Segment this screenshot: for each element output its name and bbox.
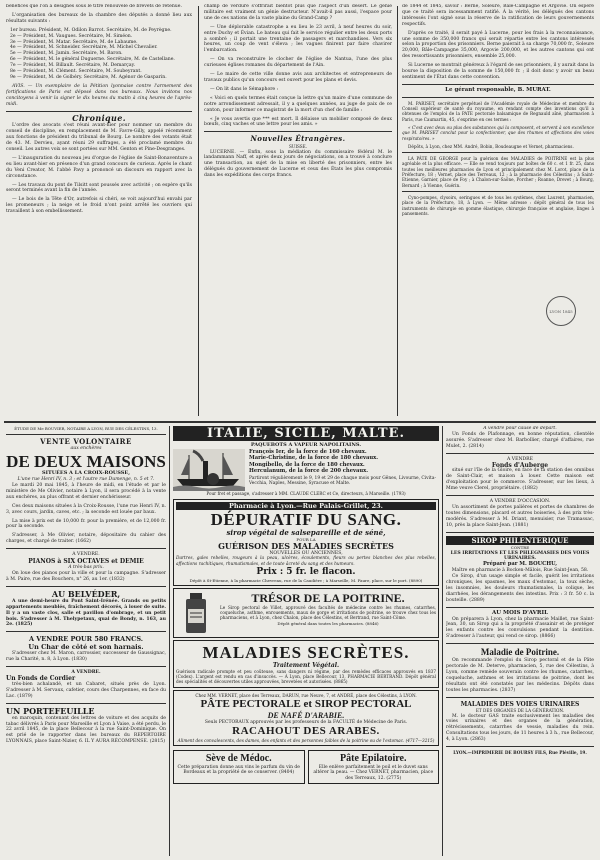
seve-title: Sève de Médoc. xyxy=(205,752,272,764)
ad-title: UN PORTEFEUILLE xyxy=(6,705,95,716)
depuratif-depot: Dépôt à St-Etienne, à la pharmacie Chevreau, rue de la Caudière ; à Marseille, M. Faure, place, sur le port. (8890) xyxy=(189,577,423,583)
italie-footer: Pour fret et passage, s'adresser à MM. CLAUDE CLERC et Ce, directeurs, à Marseille. (1793) xyxy=(206,491,406,496)
maladies-title: MALADIES SECRÈTES. xyxy=(202,642,410,662)
ship-item: Mongibello, de la force de 180 chevaux. xyxy=(249,461,365,468)
ad-heading: Fonds d'Auberge xyxy=(491,461,549,469)
sirop-title: SIROP PHILENTERIQUE xyxy=(446,536,594,545)
voies-title: MALADIES DES VOIES URINAIRES xyxy=(460,700,580,708)
poitrine-body: On recommande l'emploi du Sirop pectoral et de la Pâte pectorale de M. Deterve, pharmacien, 5, rue des Célestins, à Lyon, comme remède souverain contre les rhumes, catarrhes, coqueluche, asthmes et les irritations de poitrine, dont les résultats ont été constatés par les médecins. Dépôts dans toutes les pharmacies. (2837) xyxy=(446,658,594,693)
ad-body: On loue des pianos pour la ville et pour la campagne. S'adresser à M. Paire, rue des Bouchers, n° 26, au 1er. (1832) xyxy=(6,570,166,582)
medicine-bottle-icon xyxy=(176,591,216,635)
article-paragraph: — Le maire de cette ville donne avis aux architectes et entrepreneurs de travaux publics qu'un concours est ouvert pour les plans et devis. xyxy=(204,72,392,83)
bottom-center-ads xyxy=(173,426,439,856)
divider xyxy=(6,631,166,632)
divider xyxy=(446,746,594,747)
vente-street: L'une rue Henri IV, n. 3 ; et l'autre rue Dumenge, n. 5 et 7. xyxy=(17,477,155,483)
small-ads-row xyxy=(173,748,439,787)
ad-heading: Un Char de côté et son harnais. xyxy=(28,643,144,652)
nouvelles-heading: Nouvelles Étrangères. xyxy=(250,134,346,144)
top-right-column xyxy=(402,4,594,418)
maladies-body: Guérison radicale prompte et peu coûteuse, sans dangers ni régime, par des remèdes efficaces approuvés en 1837 (Codex). L'argent est rendu en cas d'insuccès. — À Lyon, place Bellecour, 13, PHARMACIE BERTRAND. Dépôt général des spécialités et découvertes utiles approuvées, brevetées et autorisées. (8865) xyxy=(176,668,436,685)
gerant-line: Le gérant responsable, B. MURAT. xyxy=(445,86,551,93)
tresor-ad xyxy=(173,588,439,638)
article-paragraph: — On lit dans le Sémaphore : xyxy=(210,86,279,92)
bottom-left-ads xyxy=(6,426,166,856)
depuratif-ad xyxy=(173,499,439,586)
epilatoire-body: Elle enlève parfaitement le poil et le duvet sans altérer la peau. — Chez VERNET, pharmacien, place des Terreaux, 12. (2775) xyxy=(313,764,434,781)
article-paragraph: — Une déplorable catastrophe a eu lieu le 23 avril, à neuf heures du soir, entre Duchy et Évian. Le bateau qui fait le service régulier entre les deux ports a sombré ; il portait une trentaine de passagers et marchandises. Vers six heures, un coup de vent s'éleva ; les vagues finirent par faire chavirer l'embarcation. xyxy=(204,24,392,54)
ad-title: A VENDRE. xyxy=(71,670,101,676)
chronique-paragraph: L'ordre des avocats s'est réuni avant-hier pour nommer un membre du conseil de discipline, en remplacement de M. Favre-Gilly, appelé récemment aux fonctions de président du tribunal de Bourg. Le nombre des votants était de 43. M. Dervieu, ayant réuni 29 suffrages, a été proclamé membre du conseil. Les autres voix se sont portées sur MM. Genton et Pine-Desgranges. xyxy=(6,123,192,153)
ad-title: A vendre pour cause de départ. xyxy=(483,426,557,431)
divider xyxy=(446,607,594,608)
sirop-head: LES IRRITATIONS ET LES PHLEGMASIES DES VOIES URINAIRES. xyxy=(450,550,590,562)
article-paragraph: champ de verdure s'offrirait bientôt plus que l'aspect d'un désert. Le génie militaire est vraiment un génie destructeur. N'avait-il pas aussi, l'espace pour une de ces nations de la vaste plaine du Grand-Camp ? xyxy=(204,4,392,21)
etude-header: ÉTUDE DE Me BOUVIER, NOTAIRE A LYON, RUE DES CÉLESTINS, 13. xyxy=(14,426,158,431)
divider xyxy=(204,131,392,132)
tresor-footer: Dépôt général dans toutes les pharmacies. (8846) xyxy=(277,620,379,626)
divider xyxy=(6,586,166,587)
article-paragraph: Si Lucerne se montrait généreux à l'égard de ses prisonniers, il y aurait dans la bourse la disposition de la somme de 150,000 fr. ; il doit donc y avoir un beau sentiment de l'État dans cette convention. xyxy=(402,63,594,80)
ad-body: situé sur l'île de la Gloire, en face de la station des omnibus de Saint-Clair, et maison à louer. Cette maison est d'exploitation pour le commerce. S'adresser, sur les lieux, à Mme veuve Clerel, propriétaire. (1882) xyxy=(446,468,594,492)
pate-top: Chez MM. VERNET, place des Terreaux, DARUN, rue Neuve, 7, et ANDRÉ, place des Célestins, à LYON. xyxy=(195,692,417,698)
ads-block xyxy=(402,101,594,216)
au-mois-body: On préparera à Lyon, chez la pharmacie Maillet, rue Saint-Jean, 30, un Sirop qui a la propriété d'assainir et de protéger les enfants contre les convulsions pendant la dentition. S'adresser à l'auteur, qui vend ce sirop. (8866) xyxy=(446,616,594,640)
article-paragraph: D'après ce traité, il serait payé à Lucerne, pour les frais à la reconnaissance, une somme de 350,000 francs qui serait répartie entre les cantons intéressés selon la proportion des prisonniers. Berne paierait à sa charge 70,000 fr., Soleure 20,000, Bâle-Campagne 35,000, Argovie 200,000, et les autres cantons qui ont des ressortissants prisonniers, ensemble 25,000. xyxy=(402,30,594,60)
section-rule xyxy=(4,421,596,423)
bureau-item: 9e — Président, M. de Golbéry. Secrétaire, M. Agénor de Gasparin. xyxy=(10,74,167,80)
article-paragraph: « Je vous avertis que *** est mort. Il délaisse un mobilier composé de deux bœufs, cinq vaches et une lettre pour les amis. » xyxy=(204,116,392,128)
article-paragraph: L'organisation des bureaux de la chambre des députés a donné lieu aux résultats suivants : xyxy=(6,12,192,24)
article-paragraph: de 1844 et 1845, savoir : Berne, Soleure, Bâle-Campagne et Argovie. On espère que ce traité sera incessamment ratifié. À la vérité, les délégués des cantons intéressés l'ont signé sous la réserve de la ratification de leurs gouvernements respectifs. xyxy=(402,4,594,27)
ad-sub: A très-bas prix. xyxy=(68,565,104,571)
seve-ad xyxy=(173,750,305,785)
ad-title: A VENDRE. xyxy=(72,552,100,558)
maladies-ad xyxy=(173,640,439,688)
avis-paragraph: AVIS. — Un exemplaire de la Pétition lyonnaise contre l'armement des fortifications de Paris est déposé dans nos bureaux. Nous invitons nos concitoyens à venir la signer le dix heures du matin à cinq heures de l'après-midi. xyxy=(6,83,192,107)
voies-sub: ET DES ORGANES DE LA GÉNÉRATION. xyxy=(475,707,565,713)
italie-text: Partiront régulièrement le 9, 19 et 29 de chaque mois pour Gênes, Livourne, Civita-Vecchia, Naples, Messine, Syracuse et Malte. xyxy=(249,475,436,487)
divider xyxy=(6,111,192,112)
vente-heading: DE DEUX MAISONS xyxy=(6,452,166,472)
nouvelles-country: SUISSE. xyxy=(288,144,308,150)
column-rule xyxy=(169,426,170,856)
divider xyxy=(6,548,166,549)
bureau-item: 5e — Président, M. Jamin. Secrétaire, M. Baron. xyxy=(10,51,123,57)
ad-title: A VENDRE POUR 580 FRANCS. xyxy=(28,635,144,644)
depuratif-sub: sirop végétal de salsepareille et de séné, xyxy=(226,528,386,538)
ad-body: Un assortiment de portes palières et portes de chambres de toutes dimensions, placard et autres boiseries, à des prix très-modérés. S'adresser à M. Driant, menuisier, rue Tramassac, 10, près la place Saint-Jean. (1881) xyxy=(446,504,594,528)
ad-heading: PIANOS à SIX OCTAVES et DEMIE xyxy=(28,558,144,566)
chronique-paragraph: — L'inauguration du nouveau jeu d'orgue de l'église de Saint-Bonaventure a eu lieu avant-hier en présence d'un grand concours de curieux. Après le chant du Veni Creator, M. l'abbé Pavy a prononcé un discours en rapport avec la circonstance. xyxy=(6,155,192,179)
bureau-item: 4e — Président, M. Schneider. Secrétaire, M. Michel Chevalier. xyxy=(10,45,158,51)
postal-stamp: LYON 1845 xyxy=(546,296,576,326)
vente-paragraph: La mise à prix est de 10,000 fr. pour la première, et de 12,000 fr. pour la seconde. xyxy=(6,518,166,530)
tresor-title: TRÉSOR DE LA POITRINE. xyxy=(251,590,405,605)
article-paragraph: « Voici en quels termes était conçue la lettre qu'un maire d'une commune de notre arrondissement adressait, il y a quelques années, au juge de paix de ce canton, pour informer ce magistrat de la mort d'un chef de famille : xyxy=(204,95,392,113)
au-mois-title: AU MOIS D'AVRIL xyxy=(492,609,548,616)
depuratif-title: DÉPURATIF DU SANG. xyxy=(210,510,402,530)
sirop-body: Ce Sirop, d'un usage simple et facile, guérit les irritations chroniques, les spasmes, les maux d'estomac, la toux sèche, les insomnies, les douleurs rhumatismales, la colique, les diarrhées, les dérangements des intestins. Prix : 3 fr. 50 c. la bouteille. (2889) xyxy=(446,574,594,603)
racahout-title: RACAHOUT DES ARABES. xyxy=(232,724,380,737)
article-paragraph: bénéfices que l'on a désignés sous le titre renouvelé de brevets de retenue. xyxy=(6,4,182,9)
divider xyxy=(6,434,166,435)
ship-item: François Ier, de la force de 160 chevaux. xyxy=(249,449,367,455)
bureau-item: 6e — Président, M. le général Duguerne. Secrétaire, M. de Castellane. xyxy=(10,57,175,63)
divider xyxy=(402,84,594,85)
bottom-right-ads xyxy=(446,426,594,856)
depuratif-nouv: NOUVELLES OU ANCIENNES, xyxy=(269,551,343,557)
pate-ad xyxy=(173,690,439,746)
depuratif-price: Prix : 5 fr. le flacon. xyxy=(256,566,356,577)
ad-body: Un Fonds de Plafonnage, en bonne réputation, clientèle assurée. S'adresser chez M. Barbollier, chargé d'affaires, rue Mulet, 2. (2814) xyxy=(446,431,594,449)
vente-paragraph: Ces deux maisons situées à la Croix-Rousse, l'une rue Henri IV, n. 3, avec cours, jardin, caves, etc. ; la seconde est louée par baux. xyxy=(6,503,166,515)
nouvelles-paragraph: LUCERNE. — Enfin, sous la médiation du commissaire fédéral M. le landammann Naff, et après deux jours de négociations, on a trouvé à conclure une transaction, au sujet de la mise en liberté des prisonniers, entre les délégués du gouvernement de Lucerne et ceux des États les plus compromis dans les expéditions des corps francs. xyxy=(204,149,392,179)
tresor-body: Le Sirop pectoral de Villet, approuvé des facultés de médecine contre les rhumes, catarrhes, coqueluche, asthme, enrouements, maux de gorge et irritations de poitrine, se trouve chez tous les pharmaciens, et à Lyon, chez Chalon, place des Célestins, et Bertrand, rue Saint-Côme. xyxy=(220,604,436,621)
depuratif-pour: POUR LA xyxy=(296,537,316,543)
chronique-paragraph: — Les travaux du pont de Tilsitt sont poussés avec activité ; on espère qu'ils seront terminés avant la fin de l'année. xyxy=(6,182,192,194)
italie-title: ITALIE, SICILE, MALTE. xyxy=(173,426,439,441)
vente-title: VENTE VOLONTAIRE xyxy=(40,437,132,447)
ships-list xyxy=(249,449,439,491)
bureau-item: 7e — Président, M. Billault. Secrétaire, M. Demarçay. xyxy=(10,63,136,69)
sirop-sub: CONTRE xyxy=(510,544,530,550)
divider xyxy=(446,495,594,496)
ad-title: A VENDRE xyxy=(507,456,533,462)
divider xyxy=(402,152,594,153)
italie-body xyxy=(173,449,439,491)
depuratif-body: Dartres, gales rebelles, rougeurs à la peau, ulcères, écoulements, fleurs ou pertes blanches des plus rebelles, affections rachitiques, rhumatismales, et de toute âcreté du sang et des humeurs. xyxy=(176,556,436,567)
top-left-column xyxy=(6,4,192,418)
divider xyxy=(446,643,594,644)
ad-paragraph: LA PÂTE DE GEORGE pour la guérison des MALADIES de POITRINE est la plus agréable et la plus efficace. — Elle se vend toujours par boîtes de 60 c. et 1 fr. 25, dans toutes les meilleures pharmacies de Lyon et principalement chez M. Lorot, place de la Préfecture, 18 ; Vernet, place des Terreaux, 12 ; à la pharmacie des Célestins ; à Saint-Etienne, Garnier, place de Foy ; à Chalon-sur-Saône, Porcher ; Roanne, Drevet ; à Bourg, Bernard ; à Vienne, Guérin. xyxy=(402,156,594,188)
ad-title: A VENDRE D'OCCASION. xyxy=(489,499,551,505)
vente-paragraph: Le mardi 20 mai 1845, à l'heure de midi, en l'étude et par le ministère de Me Olivier, notaire à Lyon, il sera procédé à la vente aux enchères, au plus offrant et dernier enchérisseur. xyxy=(6,483,166,500)
vente-sub: aux enchères xyxy=(70,446,102,452)
ship-item: Herculanum, de la force de 200 chevaux. xyxy=(249,468,369,475)
italie-sub: PAQUEBOTS A VAPEUR NAPOLITAINS. xyxy=(250,442,362,448)
divider xyxy=(446,532,594,533)
top-middle-column xyxy=(204,4,392,418)
chronique-heading: Chronique. xyxy=(72,112,126,123)
ad-paragraph: M. PARISET, secrétaire perpétuel de l'Académie royale de Médecine et membre du Conseil supérieur de santé du royaume, en rendant compte des inventions qu'il a obtenues de l'emploi de la PATE pectorale balsamique de Regnauld aîné, pharmacien à Paris, rue Caumartin, 45, s'exprime en ces termes : xyxy=(402,100,594,122)
depuratif-guerison: GUÉRISON DES MALADIES SECRÈTES xyxy=(218,541,394,552)
seve-body: Cette préparation donne aux vins le parfum du vin de Bordeaux et la propriété de se conserver. (8404) xyxy=(177,764,300,775)
voies-body: M. le docteur GAS traite exclusivement les maladies des voies urinaires et des organes de la génération, rétrécissements, catarrhes de vessie, maladies du rein. Consultations tous les jours, de 11 heures à 3 h., rue Bellecour, 4, à Lyon. (2863) xyxy=(446,713,594,743)
ship-item: Marie-Christine, de la force de 180 chevaux. xyxy=(249,455,379,462)
divider xyxy=(6,703,166,704)
bureaux-list xyxy=(6,28,192,81)
maladies-sub: Traitement Végétal. xyxy=(272,661,340,669)
divider xyxy=(446,697,594,698)
pate-sub: Seuls PECTORAUX approuvés par les professeurs de la FACULTÉ de Médecine de Paris. xyxy=(204,719,408,725)
divider xyxy=(446,453,594,454)
ad-paragraph: Cyno-pompes, clysoirs, seringues et de tous les systèmes, chez Laurent, pharmacien, place de la Préfecture, 18, à Lyon. — Même adresse : dépôt général de tous les instruments de chirurgie en gomme élastique, chirurgie française et anglaise, linges à pansements. xyxy=(402,194,594,216)
ad-title: AU BELVÉDER, xyxy=(51,588,121,599)
ad-body: A une demi-heure du Pont Saint-Irénée. Grands ou petits appartements meublés, fraîchement décorés, à louer de suite. Il y a un vaste clos, salle et pavillon d'ombrage, et un petit bois. S'adresser à M. Thelypetaux, quai de Bondy, n. 163, au 2e. (1825) xyxy=(6,598,166,628)
vente-place: SITUÉES A LA CROIX-ROUSSE, xyxy=(42,470,130,477)
ad-paragraph: « C'est avec deux ou plus des substances qui la composent, et servent à son excellence que M. PARISET conclut pour la confectionner, que des rhumes et affections des voies respiratoires. » xyxy=(402,124,594,141)
bureau-item: 2e — Président, M. Vaugues. Secrétaire, M. Siméon. xyxy=(10,33,133,39)
imprimerie-line: LYON.—IMPRIMERIE DE BOURSY FILS, Rue Pléville, 19. xyxy=(453,750,587,756)
epilatoire-title: Pâte Epilatoire. xyxy=(340,752,407,764)
tresor-row xyxy=(176,591,436,635)
ad-body: S'adresser chez M. Maron, carrossier, successeur de Gaussignac, rue la Charité, n. 8, à Lyon. (1830) xyxy=(6,651,166,663)
ad-paragraph: Dépôts, à Lyon, chez MM. André, Bobin, Boudeaugne et Vernet, pharmaciens. xyxy=(408,143,574,149)
divider xyxy=(402,97,594,98)
sirop-loc: Maître en pharmacie à Bocken-Mâlois, Rue Saint-Jean, 58. xyxy=(451,568,589,574)
pharmacie-bar: Pharmacie à Lyon.—Rue Palais-Grillet, 23. xyxy=(176,502,436,510)
vente-paragraph: S'adresser, à Me Olivier, notaire, dépositaire du cahier des charges, et chargé de traiter. (1662) xyxy=(6,533,166,545)
column-rule xyxy=(442,426,443,856)
pate-de: DE NAFÉ D'ARABIE. xyxy=(267,710,345,720)
column-rule xyxy=(198,6,199,416)
ad-heading: Un Fonds de Cordier xyxy=(6,675,76,683)
chronique-paragraph: — Le bois de la Tête d'Or, autrefois si chéri, se voit aujourd'hui envahi par les promeneurs ; la neige et le froid n'ont point arrêté les ouvriers qui travaillent à son embellissement. xyxy=(6,197,192,215)
divider xyxy=(402,191,594,192)
tresor-content xyxy=(220,591,436,635)
sirop-by: Préparé par M. BOUCHU, xyxy=(482,561,558,568)
ad-body: très-bien achalandé, et un Cabaret, situés près de Lyon. S'adresser à M. Servaux, cafetier, cours des Charpennes, en face du Lac. (1879) xyxy=(6,681,166,699)
poitrine-title: Maladie de Poitrine. xyxy=(480,647,560,658)
bureau-item: 1er bureau. Président, M. Odilon Barrot. Secrétaire, M. de Peyrègne. xyxy=(10,27,172,33)
column-rule xyxy=(397,6,398,416)
bureau-item: 8e — Président, M. Clément. Secrétaire, M. Soubeyrant. xyxy=(10,69,142,75)
pate-title: PÂTE PECTORALE et SIROP PECTORAL xyxy=(200,697,412,710)
ad-body: en maroquin, contenant des lettres de voiture et des acquits de tabac délivrés à Paris pour Marseille et Lyon à Vaise, a été perdu, le 22 avril 1845, de la place Bellecour à la rue Saint-Dominique. On est prié de le rapporter dans les bureaux du REPERTOIRE LYONNAIS, place Saint-Nizier, 6. IL Y AURA RÉCOMPENSE. (2815) xyxy=(6,715,166,745)
bureau-item: 3e — Président, M. Matar. Secrétaire, M. de Labaume. xyxy=(10,39,138,45)
epilatoire-ad xyxy=(308,750,440,785)
divider xyxy=(6,666,166,667)
racahout-sub: Aliment des convalescents, des dames, des enfants et des personnes faibles de la poitrine ou de l'estomac. (4717—3215) xyxy=(177,737,435,743)
steamship-icon xyxy=(173,449,245,491)
article-paragraph: — On va reconstruire le clocher de l'église de Nantua, l'une des plus curieuses églises romanes du département de l'Ain. xyxy=(204,57,392,69)
